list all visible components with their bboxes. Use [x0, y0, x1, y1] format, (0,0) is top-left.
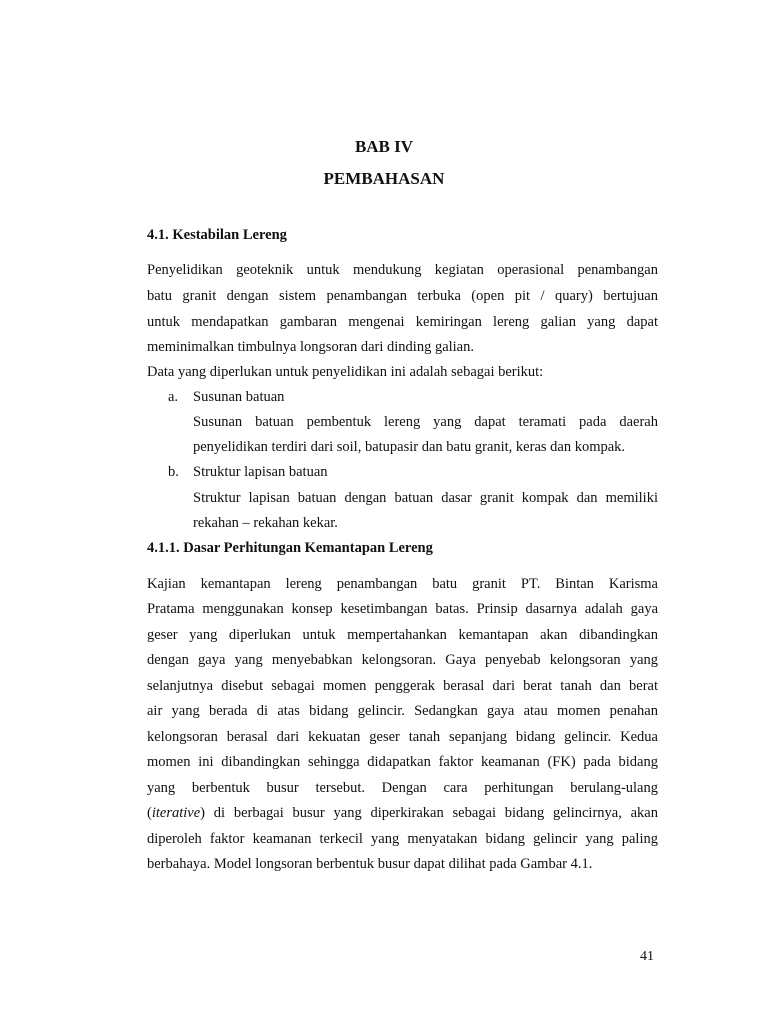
paragraph-line: kelongsoran berasal dari kekuatan geser tanah sepanjang bidang gelincir. Kedua	[147, 729, 658, 745]
data-intro: Data yang diperlukan untuk penyelidikan ini adalah sebagai berikut:	[147, 364, 544, 380]
list-item-title: Susunan batuan	[193, 389, 285, 405]
list-item-desc-line: Susunan batuan pembentuk lereng yang dapat teramati pada daerah	[193, 414, 658, 430]
section-heading-4-1: 4.1. Kestabilan Lereng	[147, 227, 287, 243]
paragraph-line-iterative	[147, 805, 658, 822]
paragraph-line: berbahaya. Model longsoran berbentuk busur dapat dilihat pada Gambar 4.1.	[147, 856, 593, 872]
iterative-rest: ) di berbagai busur yang diperkirakan sebagai bidang gelincirnya, akan	[200, 805, 658, 821]
section-heading-4-1-1: 4.1.1. Dasar Perhitungan Kemantapan Lereng	[147, 540, 433, 556]
list-item-desc-line: penyelidikan terdiri dari soil, batupasir dan batu granit, keras dan kompak.	[193, 439, 626, 455]
paragraph-line: geser yang diperlukan untuk mempertahankan kemantapan akan dibandingkan	[147, 627, 658, 643]
paragraph-line: yang berbentuk busur tersebut. Dengan cara perhitungan berulang-ulang	[147, 780, 658, 796]
paragraph-line: air yang berada di atas bidang gelincir. Sedangkan gaya atau momen penahan	[147, 703, 658, 719]
iterative-term: iterative	[151, 805, 201, 821]
paragraph-line: momen ini dibandingkan sehingga didapatkan faktor keamanan (FK) pada bidang	[147, 754, 658, 770]
paragraph-line: selanjutnya disebut sebagai momen penggerak berasal dari berat tanah dan berat	[147, 678, 658, 694]
paragraph-line: untuk mendapatkan gambaran mengenai kemiringan lereng galian yang dapat	[147, 314, 658, 330]
list-marker-b: b.	[168, 464, 179, 480]
chapter-number: BAB IV	[354, 137, 414, 156]
list-item-desc-line: Struktur lapisan batuan dengan batuan dasar granit kompak dan memiliki	[193, 490, 658, 506]
paragraph-line: batu granit dengan sistem penambangan terbuka (open pit / quary) bertujuan	[147, 288, 658, 304]
paragraph-line: dengan gaya yang menyebabkan kelongsoran. Gaya penyebab kelongsoran yang	[147, 652, 658, 668]
paren-open: (	[147, 805, 152, 821]
paragraph-line: Penyelidikan geoteknik untuk mendukung kegiatan operasional penambangan	[147, 262, 658, 278]
paragraph-line: Kajian kemantapan lereng penambangan batu granit PT. Bintan Karisma	[147, 576, 658, 592]
chapter-title: PEMBAHASAN	[323, 169, 445, 188]
list-item-desc-line: rekahan – rekahan kekar.	[193, 515, 338, 531]
paragraph-line: Pratama menggunakan konsep kesetimbangan batas. Prinsip dasarnya adalah gaya	[147, 601, 658, 617]
page-number: 41	[640, 949, 654, 964]
list-item-title: Struktur lapisan batuan	[193, 464, 328, 480]
paragraph-line: meminimalkan timbulnya longsoran dari dinding galian.	[147, 339, 474, 355]
paragraph-line: diperoleh faktor keamanan terkecil yang menyatakan bidang gelincir yang paling	[147, 831, 658, 847]
list-marker-a: a.	[168, 389, 179, 405]
